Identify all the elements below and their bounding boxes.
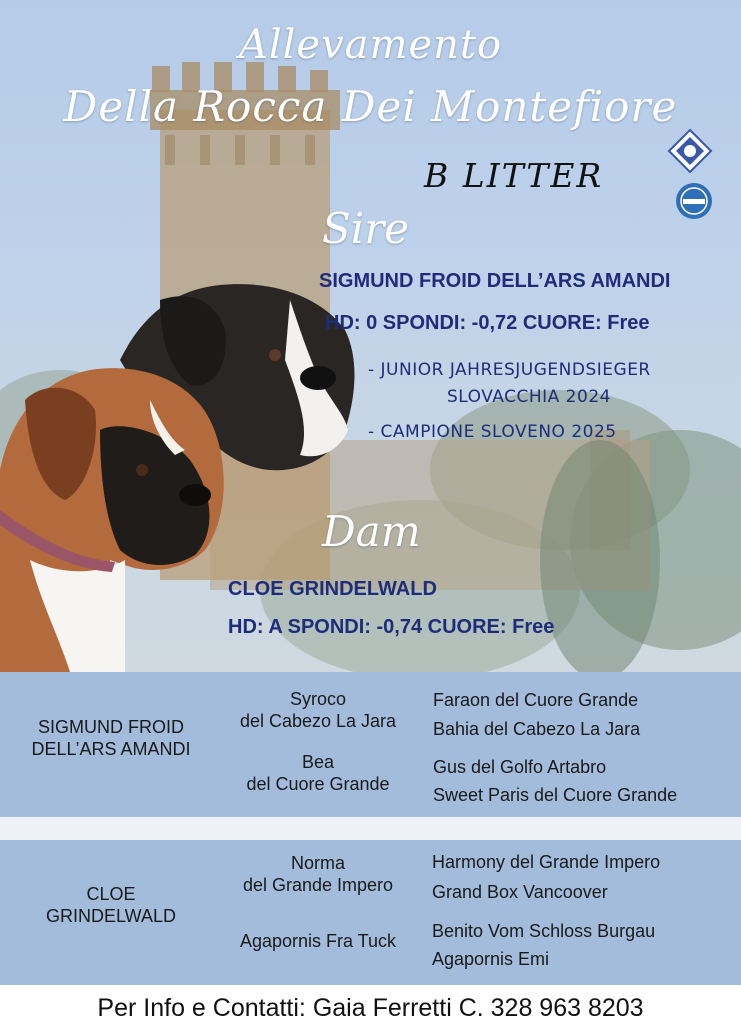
sire-pedigree-band (0, 672, 741, 817)
sire-health-results: HD: 0 SPONDI: -0,72 CUORE: Free (325, 312, 650, 334)
pedigree-dam-mother: Agapornis Fra Tuck (239, 931, 397, 951)
pedigree-sire-name: SIGMUND FROID DELL’ARS AMANDI (31, 717, 191, 759)
dam-name: CLOE GRINDELWALD (228, 578, 437, 600)
litter-label: B LITTER (424, 156, 604, 195)
pedigree-dam-grandparent-3: Benito Vom Schloss Burgau (432, 921, 656, 941)
pedigree-sire-grandparent-2: Bahia del Cabezo La Jara (433, 719, 641, 739)
kennel-title-line1: Allevamento (238, 22, 503, 68)
dam-health-results: HD: A SPONDI: -0,74 CUORE: Free (228, 616, 555, 638)
pedigree-dam-name: CLOE GRINDELWALD (45, 884, 177, 926)
pedigree-sire-grandparent-1: Faraon del Cuore Grande (433, 690, 639, 710)
kennel-title-line2: Della Rocca Dei Montefiore (63, 82, 678, 131)
sire-heading: Sire (322, 204, 410, 253)
dam-pedigree-band (0, 840, 741, 985)
pedigree-sire-mother: Bea del Cuore Grande (246, 752, 390, 794)
pedigree-dam-grandparent-2: Grand Box Vancoover (432, 882, 608, 902)
sire-name: SIGMUND FROID DELL’ARS AMANDI (319, 270, 671, 292)
pedigree-sire-father: Syroco del Cabezo La Jara (239, 689, 397, 731)
fci-logo-icon (675, 182, 713, 220)
pedigree-dam-grandparent-1: Harmony del Grande Impero (432, 852, 661, 872)
pedigree-sire-grandparent-4: Sweet Paris del Cuore Grande (433, 785, 678, 805)
contact-footer: Per Info e Contatti: Gaia Ferretti C. 328 963 8203 (97, 994, 644, 1022)
pedigree-dam-father: Norma del Grande Impero (242, 853, 394, 895)
fawn-boxer-dog (0, 368, 224, 672)
pedigree-divider (0, 817, 741, 840)
sire-title-2: - CAMPIONE SLOVENO 2025 (368, 422, 617, 442)
dam-heading: Dam (322, 507, 421, 556)
sire-title-1-line2: SLOVACCHIA 2024 (447, 387, 611, 407)
sire-title-1-line1: - JUNIOR JAHRESJUGENDSIEGER (368, 360, 651, 380)
pedigree-sire-grandparent-3: Gus del Golfo Artabro (433, 757, 607, 777)
enci-logo-icon (667, 128, 713, 174)
pedigree-dam-grandparent-4: Agapornis Emi (432, 949, 550, 969)
